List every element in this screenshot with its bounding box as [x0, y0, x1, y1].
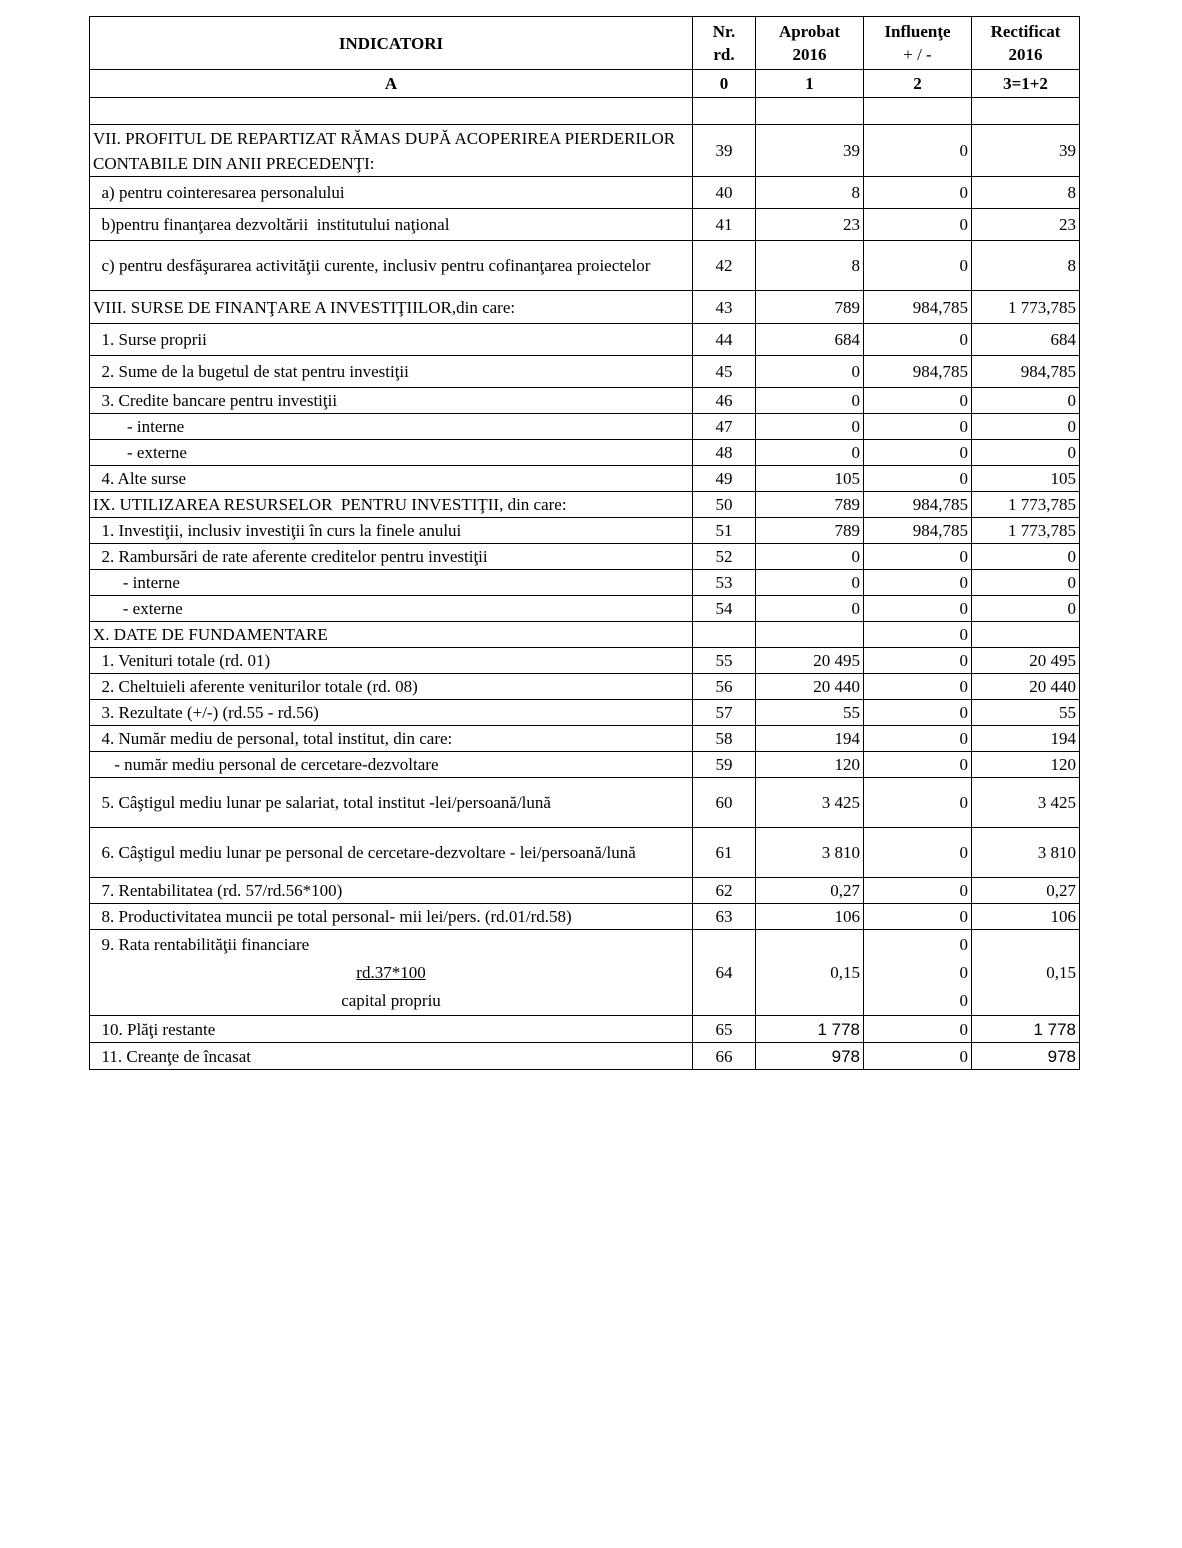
col-index-2: 2 — [864, 70, 972, 98]
rectificat-value: 120 — [972, 752, 1080, 778]
aprobat-value: 106 — [756, 904, 864, 930]
table-row — [90, 492, 1080, 518]
aprobat-value: 0 — [756, 388, 864, 414]
row-number: 45 — [693, 356, 756, 388]
table-row — [90, 544, 1080, 570]
table-row — [90, 209, 1080, 241]
influente-value: 0 — [864, 1043, 972, 1070]
influente-value: 984,785 — [864, 291, 972, 324]
table-row — [90, 904, 1080, 930]
row-number: 57 — [693, 700, 756, 726]
aprobat-value: 0 — [756, 544, 864, 570]
influente-value: 0 — [864, 778, 972, 828]
header-aprobat — [756, 17, 864, 70]
rectificat-value: 0 — [972, 440, 1080, 466]
aprobat-value: 194 — [756, 726, 864, 752]
header-indicatori: INDICATORI — [90, 17, 693, 70]
table-row — [90, 466, 1080, 492]
table-row — [90, 291, 1080, 324]
influente-value: 984,785 — [864, 356, 972, 388]
aprobat-value: 8 — [756, 241, 864, 291]
influente-value: 0 — [864, 726, 972, 752]
influente-value: 984,785 — [864, 492, 972, 518]
influente-value: 0 — [864, 388, 972, 414]
influente-value: 0 — [959, 990, 968, 1010]
aprobat-value — [756, 622, 864, 648]
table-row — [90, 596, 1080, 622]
row-number: 52 — [693, 544, 756, 570]
rectificat-value: 0 — [972, 388, 1080, 414]
influente-value: 0 — [864, 878, 972, 904]
rectificat-value: 1 778 — [972, 1016, 1080, 1043]
indicator-label: 3. Rezultate (+/-) (rd.55 - rd.56) — [90, 700, 693, 726]
rectificat-value: 105 — [972, 466, 1080, 492]
row-number: 59 — [693, 752, 756, 778]
rectificat-value: 20 495 — [972, 648, 1080, 674]
row-number: 62 — [693, 878, 756, 904]
table-row — [90, 570, 1080, 596]
rectificat-value: 23 — [972, 209, 1080, 241]
table-row — [90, 648, 1080, 674]
influente-value: 984,785 — [864, 518, 972, 544]
indicator-label: 11. Creanţe de încasat — [90, 1043, 693, 1070]
indicator-label: 5. Câştigul mediu lunar pe salariat, total institut -lei/persoană/lună — [90, 778, 693, 828]
rectificat-value: 0,15 — [972, 930, 1080, 1016]
indicator-label: - număr mediu personal de cercetare-dezvoltare — [90, 752, 693, 778]
aprobat-value: 0,27 — [756, 878, 864, 904]
table-row — [90, 878, 1080, 904]
aprobat-value: 3 810 — [756, 828, 864, 878]
header-nr-line2: rd. — [713, 45, 735, 64]
table-row — [90, 241, 1080, 291]
table-row — [90, 1043, 1080, 1070]
row-number: 53 — [693, 570, 756, 596]
rectificat-value: 20 440 — [972, 674, 1080, 700]
rata-denominator: capital propriu — [341, 990, 441, 1010]
aprobat-value: 0 — [756, 440, 864, 466]
influente-value: 0 — [864, 466, 972, 492]
header-aprobat-line1: Aprobat — [778, 22, 841, 41]
table-row — [90, 726, 1080, 752]
influente-value: 0 — [864, 596, 972, 622]
table-row — [90, 388, 1080, 414]
indicator-label: 1. Surse proprii — [90, 324, 693, 356]
table-row — [90, 440, 1080, 466]
influente-value: 0 — [864, 414, 972, 440]
col-index-3: 3=1+2 — [972, 70, 1080, 98]
influente-value: 0 — [864, 648, 972, 674]
indicator-label: 2. Rambursări de rate aferente creditelor pentru investiţii — [90, 544, 693, 570]
influente-value: 0 — [864, 125, 972, 177]
table-row — [90, 177, 1080, 209]
row-number: 64 — [693, 930, 756, 1016]
table-row — [90, 828, 1080, 878]
row-number: 40 — [693, 177, 756, 209]
rectificat-value: 3 810 — [972, 828, 1080, 878]
aprobat-value: 978 — [756, 1043, 864, 1070]
aprobat-value: 20 495 — [756, 648, 864, 674]
aprobat-value: 105 — [756, 466, 864, 492]
indicator-label: 8. Productivitatea muncii pe total personal- mii lei/pers. (rd.01/rd.58) — [90, 904, 693, 930]
influente-value: 0 — [864, 904, 972, 930]
table-header-row — [90, 17, 1080, 70]
row-number: 65 — [693, 1016, 756, 1043]
indicator-label: 7. Rentabilitatea (rd. 57/rd.56*100) — [90, 878, 693, 904]
indicator-label: VII. PROFITUL DE REPARTIZAT RĂMAS DUPĂ ACOPERIREA PIERDERILOR CONTABILE DIN ANII PRECEDENŢI: — [90, 125, 693, 177]
row-number: 44 — [693, 324, 756, 356]
table-row — [90, 622, 1080, 648]
indicator-label-rata — [90, 930, 693, 1016]
aprobat-value: 0,15 — [756, 930, 864, 1016]
aprobat-value: 789 — [756, 518, 864, 544]
influente-value: 0 — [959, 934, 968, 954]
aprobat-value: 0 — [756, 570, 864, 596]
rectificat-value: 0 — [972, 414, 1080, 440]
table-row-rata — [90, 930, 1080, 1016]
table-row — [90, 752, 1080, 778]
rata-label: 9. Rata rentabilităţii financiare — [93, 934, 310, 954]
indicator-label: - interne — [90, 414, 693, 440]
rectificat-value: 194 — [972, 726, 1080, 752]
indicator-label: 1. Venituri totale (rd. 01) — [90, 648, 693, 674]
blank-row — [90, 98, 1080, 125]
rectificat-value: 3 425 — [972, 778, 1080, 828]
indicator-label: - externe — [90, 440, 693, 466]
indicator-label: 2. Sume de la bugetul de stat pentru investiţii — [90, 356, 693, 388]
indicator-label: b)pentru finanţarea dezvoltării institutului naţional — [90, 209, 693, 241]
rectificat-value: 0 — [972, 544, 1080, 570]
table-row — [90, 324, 1080, 356]
row-number: 42 — [693, 241, 756, 291]
rata-numerator: rd.37*100 — [356, 962, 426, 982]
indicator-label: 3. Credite bancare pentru investiţii — [90, 388, 693, 414]
header-influente-line1: Influenţe — [884, 22, 951, 41]
rectificat-value: 0 — [972, 596, 1080, 622]
table-row — [90, 674, 1080, 700]
row-number: 47 — [693, 414, 756, 440]
influente-value: 0 — [864, 674, 972, 700]
influente-value: 0 — [864, 570, 972, 596]
table-row — [90, 700, 1080, 726]
table-row — [90, 414, 1080, 440]
indicator-label: 4. Alte surse — [90, 466, 693, 492]
indicator-label: X. DATE DE FUNDAMENTARE — [90, 622, 693, 648]
col-index-0: 0 — [693, 70, 756, 98]
aprobat-value: 789 — [756, 291, 864, 324]
row-number: 41 — [693, 209, 756, 241]
rectificat-value — [972, 622, 1080, 648]
indicator-label: a) pentru cointeresarea personalului — [90, 177, 693, 209]
blank-cell — [693, 98, 756, 125]
table-row — [90, 356, 1080, 388]
row-number: 56 — [693, 674, 756, 700]
indicator-label: 4. Număr mediu de personal, total institut, din care: — [90, 726, 693, 752]
indicator-label: 10. Plăţi restante — [90, 1016, 693, 1043]
row-number: 49 — [693, 466, 756, 492]
aprobat-value: 120 — [756, 752, 864, 778]
header-nr-rd — [693, 17, 756, 70]
indicator-label: c) pentru desfăşurarea activităţii curente, inclusiv pentru cofinanţarea proiectelor — [90, 241, 693, 291]
indicator-label: 2. Cheltuieli aferente veniturilor totale (rd. 08) — [90, 674, 693, 700]
rectificat-value: 978 — [972, 1043, 1080, 1070]
blank-cell — [972, 98, 1080, 125]
indicator-label: - externe — [90, 596, 693, 622]
row-number: 50 — [693, 492, 756, 518]
header-rectificat — [972, 17, 1080, 70]
column-index-row — [90, 70, 1080, 98]
influente-value: 0 — [864, 700, 972, 726]
table-row — [90, 518, 1080, 544]
influente-value-stack — [864, 930, 972, 1016]
aprobat-value: 3 425 — [756, 778, 864, 828]
rectificat-value: 55 — [972, 700, 1080, 726]
header-rectificat-line2: 2016 — [1008, 45, 1043, 64]
aprobat-value: 684 — [756, 324, 864, 356]
rectificat-value: 684 — [972, 324, 1080, 356]
influente-value: 0 — [864, 177, 972, 209]
influente-value: 0 — [864, 828, 972, 878]
indicator-label: 1. Investiţii, inclusiv investiţii în curs la finele anului — [90, 518, 693, 544]
influente-value: 0 — [864, 752, 972, 778]
row-number: 55 — [693, 648, 756, 674]
row-number: 39 — [693, 125, 756, 177]
header-rectificat-line1: Rectificat — [990, 22, 1061, 41]
row-number: 46 — [693, 388, 756, 414]
table-row — [90, 1016, 1080, 1043]
rectificat-value: 1 773,785 — [972, 291, 1080, 324]
influente-value: 0 — [864, 1016, 972, 1043]
table-row — [90, 125, 1080, 177]
col-index-1: 1 — [756, 70, 864, 98]
row-number: 48 — [693, 440, 756, 466]
rectificat-value: 1 773,785 — [972, 518, 1080, 544]
header-influente-line2: + / - — [903, 45, 932, 64]
col-index-a: A — [90, 70, 693, 98]
rectificat-value: 8 — [972, 241, 1080, 291]
row-number: 51 — [693, 518, 756, 544]
header-nr-line1: Nr. — [712, 22, 736, 41]
influente-value: 0 — [864, 241, 972, 291]
indicator-label: - interne — [90, 570, 693, 596]
row-number: 66 — [693, 1043, 756, 1070]
row-number: 58 — [693, 726, 756, 752]
influente-value: 0 — [959, 962, 968, 982]
indicator-label: IX. UTILIZAREA RESURSELOR PENTRU INVESTIŢII, din care: — [90, 492, 693, 518]
influente-value: 0 — [864, 209, 972, 241]
blank-cell — [756, 98, 864, 125]
aprobat-value: 8 — [756, 177, 864, 209]
row-number: 60 — [693, 778, 756, 828]
blank-cell — [90, 98, 693, 125]
budget-table — [89, 16, 1080, 1070]
influente-value: 0 — [864, 544, 972, 570]
indicator-label: 6. Câştigul mediu lunar pe personal de cercetare-dezvoltare - lei/persoană/lună — [90, 828, 693, 878]
aprobat-value: 789 — [756, 492, 864, 518]
rectificat-value: 8 — [972, 177, 1080, 209]
rectificat-value: 0,27 — [972, 878, 1080, 904]
table-row — [90, 778, 1080, 828]
aprobat-value: 1 778 — [756, 1016, 864, 1043]
aprobat-value: 55 — [756, 700, 864, 726]
header-influente — [864, 17, 972, 70]
aprobat-value: 20 440 — [756, 674, 864, 700]
row-number — [693, 622, 756, 648]
influente-value: 0 — [864, 440, 972, 466]
aprobat-value: 0 — [756, 356, 864, 388]
rectificat-value: 0 — [972, 570, 1080, 596]
influente-value: 0 — [864, 622, 972, 648]
row-number: 54 — [693, 596, 756, 622]
blank-cell — [864, 98, 972, 125]
indicator-label: VIII. SURSE DE FINANŢARE A INVESTIŢIILOR,din care: — [90, 291, 693, 324]
rectificat-value: 39 — [972, 125, 1080, 177]
rectificat-value: 1 773,785 — [972, 492, 1080, 518]
aprobat-value: 39 — [756, 125, 864, 177]
row-number: 43 — [693, 291, 756, 324]
row-number: 63 — [693, 904, 756, 930]
rectificat-value: 984,785 — [972, 356, 1080, 388]
rectificat-value: 106 — [972, 904, 1080, 930]
aprobat-value: 23 — [756, 209, 864, 241]
header-aprobat-line2: 2016 — [792, 45, 827, 64]
row-number: 61 — [693, 828, 756, 878]
aprobat-value: 0 — [756, 596, 864, 622]
aprobat-value: 0 — [756, 414, 864, 440]
influente-value: 0 — [864, 324, 972, 356]
